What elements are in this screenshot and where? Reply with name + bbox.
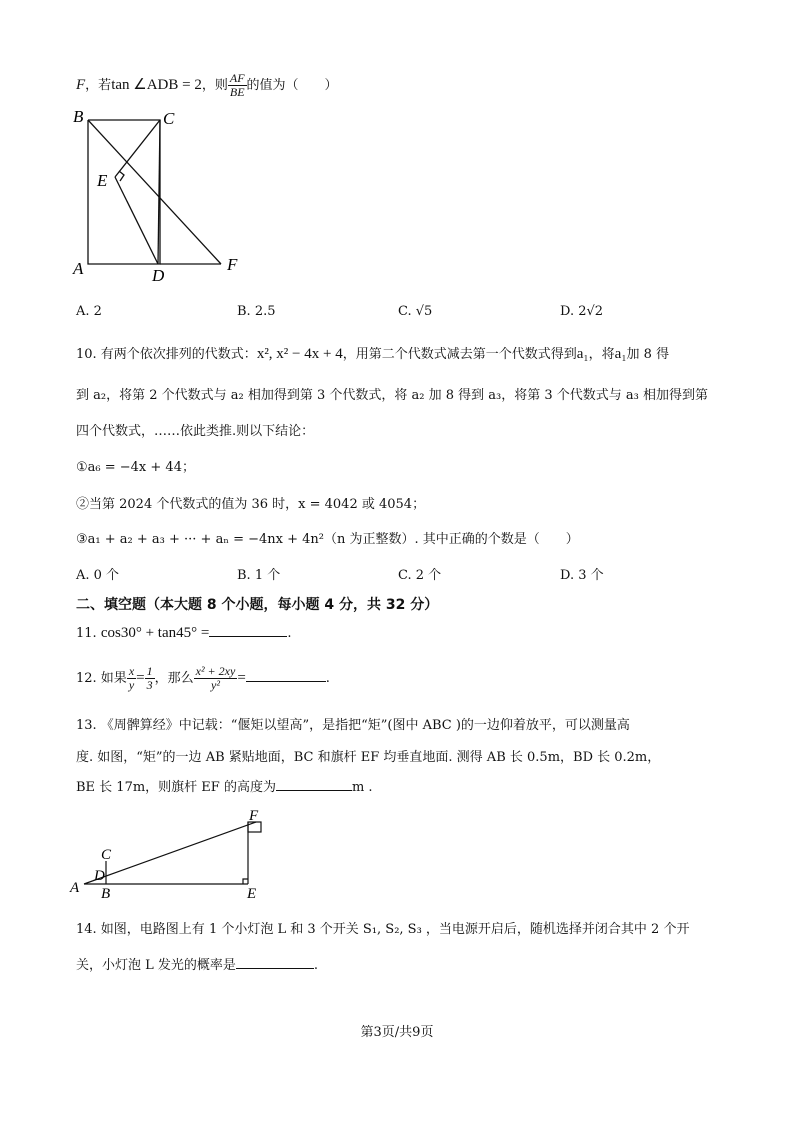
q10-line1-var: a₁ bbox=[576, 346, 589, 362]
q13-label-e: E bbox=[247, 886, 257, 902]
q9-label-a: A bbox=[73, 259, 84, 278]
q9-line-ed bbox=[115, 177, 158, 264]
q13-line3 bbox=[76, 779, 373, 797]
q9-option-b: B. 2.5 bbox=[237, 304, 276, 319]
q14-line1: 14. 如图，电路图上有 1 个小灯泡 L 和 3 个开关 S₁, S₂, S₃ ，当电源开启后，随机选择并闭合其中 2 个开 bbox=[76, 922, 690, 937]
q9-frac-num: AF bbox=[229, 71, 245, 85]
q9-figure bbox=[66, 104, 256, 284]
q12-frac1-den: y bbox=[128, 678, 135, 692]
q12-frac2-num: 1 bbox=[146, 664, 153, 678]
q9-option-d: D. 2√2 bbox=[560, 304, 604, 319]
q10-line1-b: ，用第二个代数式减去第一个代数式得到 bbox=[342, 347, 577, 362]
q12-frac2-den: 3 bbox=[146, 678, 153, 692]
q10-option-d: D. 3 个 bbox=[560, 568, 604, 583]
q13-label-f: F bbox=[249, 808, 259, 824]
q10-conclusion-2: ②当第 2024 个代数式的值为 36 时，x = 4042 或 4054； bbox=[76, 497, 426, 512]
section-heading: 二、填空题（本大题 8 个小题，每小题 4 分，共 32 分） bbox=[76, 597, 439, 613]
q10-option-a: A. 0 个 bbox=[76, 568, 120, 583]
q14-line2-a: 关，小灯泡 L 发光的概率是 bbox=[76, 958, 236, 973]
q9-right-angle-mark bbox=[119, 171, 124, 181]
q13-line3-a: BE 长 17m，则旗杆 EF 的高度为 bbox=[76, 780, 276, 795]
q9-option-c: C. √5 bbox=[398, 304, 433, 319]
q10-option-c: C. 2 个 bbox=[398, 568, 442, 583]
q13-line2: 度. 如图，“矩”的一边 AB 紧贴地面，BC 和旗杆 EF 均垂直地面. 测得 AB 长 0.5m，BD 长 0.2m， bbox=[76, 750, 661, 765]
q12: 12. 如果 $\frac{x}{y}$ = $\frac{1}{3}$ ，那么 $\frac{\text{x² + 2xy}}{\text{y²}}$ = . bbox=[76, 664, 330, 692]
q9-fraction bbox=[228, 72, 247, 99]
q9-label-f: F bbox=[227, 255, 238, 274]
q12-frac-third bbox=[145, 665, 155, 692]
q10-conclusion-1: ①a₆ = −4x + 44； bbox=[76, 460, 195, 475]
q9-label-d: D bbox=[152, 266, 165, 284]
q9-rectangle bbox=[88, 120, 160, 264]
q9-frac-den: BE bbox=[229, 85, 245, 99]
q11-tail: . bbox=[287, 626, 292, 641]
q13-line1: 13. 《周髀算经》中记载：“偃矩以望高”，是指把“矩”(图中 ABC )的一边仰着放平，可以测量高 bbox=[76, 718, 630, 733]
q9-option-a: A. 2 bbox=[76, 304, 102, 319]
q9-line-ce bbox=[115, 120, 160, 177]
q14-answer-blank[interactable] bbox=[236, 968, 314, 969]
q10-line1-a: 10. 有两个依次排列的代数式： bbox=[76, 347, 257, 362]
q11-answer-blank[interactable] bbox=[209, 636, 287, 637]
q10-option-b: B. 1 个 bbox=[237, 568, 281, 583]
q13-line3-b: m . bbox=[351, 780, 373, 795]
q13-label-b: B bbox=[101, 886, 111, 902]
q13-label-a: A bbox=[70, 880, 80, 896]
q10-line1-c: ，将 bbox=[588, 347, 615, 362]
q9-line-bf bbox=[88, 120, 221, 264]
q12-frac3-num: x² + 2xy bbox=[195, 664, 236, 678]
q13-label-d: D bbox=[94, 868, 105, 884]
q12-frac1-num: x bbox=[128, 664, 135, 678]
q12-frac-xy bbox=[127, 665, 136, 692]
q9-cond-mid: ，则 bbox=[201, 78, 228, 93]
q10-line3: 四个代数式，……依此类推.则以下结论： bbox=[76, 424, 315, 439]
q14-line2-b: . bbox=[313, 958, 319, 973]
q9-cond-suffix: 的值为（ ） bbox=[246, 78, 338, 93]
q9-cond-prefix: ，若 bbox=[85, 78, 112, 93]
q11-number: 11. bbox=[76, 626, 97, 641]
q10-line1-var2: a₁ bbox=[614, 346, 627, 362]
q11 bbox=[76, 624, 291, 643]
q9-label-b: B bbox=[73, 107, 84, 126]
q13-answer-blank[interactable] bbox=[276, 790, 352, 791]
q9-label-e: E bbox=[97, 171, 108, 190]
q9-condition bbox=[76, 72, 338, 99]
q12-answer-blank[interactable] bbox=[246, 681, 326, 682]
q13-label-c: C bbox=[101, 847, 112, 863]
q10-conclusion-3: ③a₁ + a₂ + a₃ + ··· + aₙ = −4nx + 4n²（n 为正整数）. 其中正确的个数是（ ） bbox=[76, 532, 579, 547]
q12-frac-expr bbox=[194, 665, 238, 692]
q9-label-c: C bbox=[163, 109, 175, 128]
q13-right-angle-e bbox=[243, 879, 248, 884]
q10-line1 bbox=[76, 345, 669, 364]
q11-math: cos30° + tan45° = bbox=[100, 625, 210, 641]
q13-figure bbox=[68, 806, 278, 902]
q12-eq: = bbox=[136, 670, 145, 686]
q10-line1-math: x², x² − 4x + 4 bbox=[256, 346, 343, 362]
q14-line2 bbox=[76, 957, 318, 975]
q12-mid: ，那么 bbox=[154, 671, 194, 686]
q10-line1-d: 加 8 得 bbox=[626, 347, 670, 362]
page-footer: 第3页/共9页 bbox=[360, 1025, 434, 1040]
q9-lead: F bbox=[76, 77, 86, 93]
q12-tail: . bbox=[325, 671, 330, 686]
q10-line2: 到 a₂，将第 2 个代数式与 a₂ 相加得到第 3 个代数式，将 a₂ 加 8 得到 a₃，将第 3 个代数式与 a₃ 相加得到第 bbox=[76, 388, 709, 403]
q9-cond-math: tan ∠ADB = 2 bbox=[111, 77, 202, 93]
q12-prefix: 12. 如果 bbox=[76, 671, 127, 686]
q12-frac3-den: y² bbox=[211, 678, 220, 692]
